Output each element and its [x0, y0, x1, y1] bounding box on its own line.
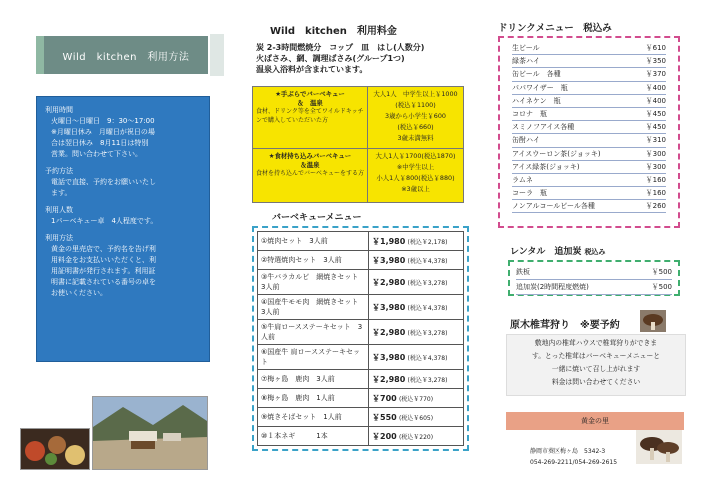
- bbq-item-tax: (税込￥3,278): [407, 329, 448, 337]
- drink-price: ￥300: [645, 162, 666, 171]
- bbq-item-price-cell: [369, 427, 464, 446]
- drink-item: [512, 108, 666, 121]
- drink-price: ￥400: [645, 96, 666, 105]
- bbq-item-price-cell: [369, 270, 464, 295]
- plan2-name-onsen: ＆温泉: [300, 161, 320, 169]
- drink-item: [512, 200, 666, 213]
- usage-text: 用証明書が発行されます。利用証: [51, 267, 156, 275]
- bbq-item-price: ￥700: [372, 393, 397, 403]
- usage-text: 用料金をお支払いいただくと、利: [51, 256, 156, 264]
- bbq-item-tax: (税込￥4,378): [407, 257, 448, 265]
- bbq-item-price: ￥3,980: [372, 255, 406, 265]
- drink-price: ￥610: [645, 44, 666, 52]
- bbq-menu-title: バーベキューメニュー: [272, 213, 362, 223]
- drink-price: ￥370: [645, 70, 666, 79]
- usage-text: 黄金の里売店で、予約名を告げ利: [51, 245, 156, 253]
- usage-title: Wild kitchen 利用方法: [62, 52, 190, 63]
- mushroom-photo: [640, 310, 666, 332]
- bbq-item-price-cell: [369, 408, 464, 427]
- reservation-text: 電話で直接、予約をお願いいたし: [51, 178, 156, 186]
- bbq-item-name: ②特選焼肉セット 3人前: [258, 251, 369, 270]
- bbq-item-price: ￥550: [372, 412, 397, 422]
- bbq-item-tax: (税込￥4,378): [407, 354, 448, 362]
- bbq-item-name: ⑧梅ヶ島 鹿肉 1人前: [258, 389, 369, 408]
- reservation-heading: 予約方法: [45, 167, 73, 175]
- plan1-adult-tax: (税込￥1100): [395, 101, 436, 109]
- bbq-item-price: ￥2,980: [372, 374, 406, 384]
- plan1-name-onsen: ＆ 温泉: [297, 99, 323, 107]
- rental-box: [508, 260, 680, 296]
- plan1-desc: 食材、ドリンク等を全てワイルドキッチンで購入していただいた方: [256, 108, 364, 124]
- bbq-item-price: ￥200: [372, 431, 397, 441]
- plan2-note: ※中学生以上: [396, 163, 435, 171]
- included-line: 温泉入浴料が含まれています。: [256, 65, 368, 74]
- drink-price: ￥160: [645, 189, 666, 198]
- rental-name: 鉄板: [516, 268, 530, 276]
- bbq-menu-row: [258, 232, 464, 251]
- included-line: 火ばさみ、網、調理ばさみ(グループ1つ): [256, 54, 405, 63]
- hours-heading: 利用時間: [45, 106, 73, 114]
- drink-price: ￥450: [645, 109, 666, 118]
- usage-title-box: [36, 36, 208, 74]
- title-strip: [210, 34, 224, 76]
- plan1-child-tax: (税込￥660): [397, 123, 434, 131]
- site-photo: [92, 396, 208, 470]
- drink-name: 緑茶ハイ: [512, 57, 540, 66]
- drink-name: アイス緑茶(ジョッキ): [512, 162, 580, 171]
- bbq-menu-row: [258, 427, 464, 446]
- bbq-item-price: ￥2,980: [372, 277, 406, 287]
- plan2-name: ★食材持ち込みバーベキュー: [268, 152, 352, 160]
- bbq-item-tax: (税込￥2,178): [407, 238, 448, 246]
- rental-item: [516, 265, 672, 280]
- address-block: [530, 446, 617, 468]
- bbq-menu-row: [258, 370, 464, 389]
- mushroom-box: [506, 334, 686, 396]
- rental-title: [510, 244, 606, 257]
- rental-price: ￥500: [651, 268, 672, 276]
- people-text: 1パーベキュー卓 4人程度です。: [51, 217, 158, 225]
- drink-name: ラムネ: [512, 175, 533, 184]
- drink-price: ￥300: [645, 149, 666, 158]
- drink-name: 生ビール: [512, 44, 540, 52]
- bbq-menu-row: [258, 408, 464, 427]
- rental-name: 追加炭(2時間程度燃焼): [516, 283, 589, 291]
- usage-heading: 利用方法: [45, 234, 73, 242]
- rental-title-text: レンタル 追加炭: [510, 247, 582, 257]
- drink-price: ￥350: [645, 57, 666, 66]
- drink-price: ￥310: [645, 136, 666, 145]
- usage-info-panel: [36, 96, 210, 362]
- drink-name: パパワイザー 瓶: [512, 83, 568, 92]
- rental-item: [516, 280, 672, 295]
- drink-item: [512, 95, 666, 108]
- drink-item: [512, 161, 666, 174]
- bbq-item-name: ⑦梅ヶ島 鹿肉 3人前: [258, 370, 369, 389]
- bbq-menu-row: [258, 320, 464, 345]
- bbq-item-price-cell: [369, 232, 464, 251]
- bbq-item-name: ③牛バラカルビ 網焼きセット 3人前: [258, 270, 369, 295]
- drink-item: [512, 42, 666, 55]
- drink-name: 缶酎ハイ: [512, 136, 540, 145]
- bbq-item-tax: (税込￥4,378): [407, 304, 448, 312]
- drink-list: [512, 42, 666, 213]
- bbq-item-price: ￥1,980: [372, 236, 406, 246]
- bbq-item-price-cell: [369, 251, 464, 270]
- plan1-price-cell: [368, 87, 464, 149]
- bbq-menu-row: [258, 345, 464, 370]
- hours-note: ※月曜日休み 月曜日が祝日の場: [51, 128, 155, 136]
- drink-name: アイスウーロン茶(ジョッキ): [512, 149, 601, 158]
- bbq-item-tax: (税込￥3,278): [407, 376, 448, 384]
- plan1-child: 3歳から小学生￥600: [385, 112, 446, 120]
- pricing-title: Wild kitchen 利用料金: [270, 26, 397, 37]
- drink-price: ￥400: [645, 83, 666, 92]
- bbq-item-tax: (税込￥220): [398, 433, 434, 441]
- drink-menu-title: ドリンクメニュー 税込み: [498, 23, 612, 34]
- drink-name: コロナ 瓶: [512, 109, 547, 118]
- mushroom-text: [507, 335, 685, 389]
- drink-item: [512, 148, 666, 161]
- bbq-item-name: ④国産牛モモ肉 網焼きセット 3人前: [258, 295, 369, 320]
- bbq-item-price-cell: [369, 370, 464, 389]
- bbq-item-tax: (税込￥605): [398, 414, 434, 422]
- drink-item: [512, 82, 666, 95]
- bbq-item-price: ￥3,980: [372, 352, 406, 362]
- reservation-text: ます。: [51, 189, 72, 197]
- bbq-item-price: ￥3,980: [372, 302, 406, 312]
- mushroom-line: す。とった椎茸はバーベキューメニューと: [531, 352, 661, 360]
- phone: 054-269-2211/054-269-2615: [530, 459, 618, 466]
- bbq-item-price: ￥2,980: [372, 327, 406, 337]
- bbq-item-name: ⑤牛肩ロースステーキセット 3人前: [258, 320, 369, 345]
- drink-item: [512, 134, 666, 147]
- plan2-cell: [253, 149, 368, 203]
- bbq-item-name: ①焼肉セット 3人前: [258, 232, 369, 251]
- ougon-no-sato-banner: 黄金の里: [506, 412, 684, 430]
- plan1-infant: 3歳未満無料: [397, 134, 434, 142]
- included-line: 炭 2-3時間燃焼分 コップ 皿 はし(人数分): [256, 43, 425, 52]
- bbq-item-price-cell: [369, 295, 464, 320]
- rental-price: ￥500: [651, 283, 672, 291]
- drink-name: コーラ 瓶: [512, 189, 547, 198]
- plan2-adult: 大人1人￥1700(税込1870): [375, 152, 456, 160]
- mushroom-line: 料金は問い合わせてください: [551, 378, 641, 386]
- hours-line: 火曜日～日曜日 9：30～17:00: [51, 117, 155, 125]
- plan2-note2: ※3歳以上: [401, 185, 430, 193]
- hours-note: 合は翌日休み 8月11日は特別: [51, 139, 149, 147]
- bbq-item-name: ⑨焼きそばセット 1人前: [258, 408, 369, 427]
- bbq-item-tax: (税込￥3,278): [407, 279, 448, 287]
- bbq-item-price-cell: [369, 345, 464, 370]
- drink-item: [512, 121, 666, 134]
- usage-text: お使いください。: [51, 289, 107, 297]
- mushroom-line: 敷地内の椎茸ハウスで椎茸狩りができま: [534, 339, 658, 347]
- rental-list: [510, 262, 678, 295]
- plan1-cell: [253, 87, 368, 149]
- bbq-item-name: ⑩１本ネギ 1本: [258, 427, 369, 446]
- drink-item: [512, 68, 666, 81]
- drink-price: ￥260: [645, 202, 666, 211]
- bbq-menu-row: [258, 251, 464, 270]
- drink-price: ￥450: [645, 123, 666, 132]
- plan2-child: 小人1人￥800(税込￥880): [376, 174, 455, 182]
- bbq-item-name: ⑥国産牛 肩ロースステーキセット: [258, 345, 369, 370]
- bbq-menu-table: [257, 231, 464, 446]
- bbq-item-price-cell: [369, 320, 464, 345]
- rental-tax-note: 税込み: [584, 248, 606, 256]
- bbq-menu-row: [258, 389, 464, 408]
- plan2-desc: 食材を持ち込んでバーベキューをする方: [256, 170, 365, 177]
- hours-note: 営業。問い合わせて下さい。: [51, 150, 142, 158]
- drink-menu-box: [498, 36, 680, 228]
- included-items: [256, 42, 424, 75]
- drink-price: ￥160: [645, 175, 666, 184]
- plan1-name: ★手ぶらでバーベキュー: [275, 90, 345, 98]
- address: 静岡市葵区梅ヶ島 5342-3: [530, 448, 606, 455]
- people-heading: 利用人数: [45, 206, 73, 214]
- drink-name: ハイネケン 瓶: [512, 96, 561, 105]
- mushroom-line: 一緒に焼いて召し上がれます: [551, 365, 641, 373]
- plan1-adult: 大人1人 中学生以上￥1000: [373, 90, 458, 98]
- drink-item: [512, 174, 666, 187]
- plan-price-table: [252, 86, 464, 203]
- plan2-price-cell: [368, 149, 464, 203]
- bbq-item-price-cell: [369, 389, 464, 408]
- mushroom-title: 原木椎茸狩り ※要予約: [510, 320, 620, 331]
- drink-name: ノンアルコールビール各種: [512, 202, 595, 211]
- bbq-food-photo: [20, 428, 90, 470]
- drink-name: スミノフアイス各種: [512, 123, 575, 132]
- bbq-menu-row: [258, 295, 464, 320]
- drink-item: [512, 55, 666, 68]
- mushroom-logo-photo: [636, 430, 682, 464]
- usage-text: 明書に記載されている番号の卓を: [51, 278, 156, 286]
- bbq-item-tax: (税込￥770): [398, 395, 434, 403]
- drink-item: [512, 187, 666, 200]
- drink-name: 缶ビール 各種: [512, 70, 561, 79]
- bbq-menu-row: [258, 270, 464, 295]
- bbq-menu-box: [252, 226, 469, 451]
